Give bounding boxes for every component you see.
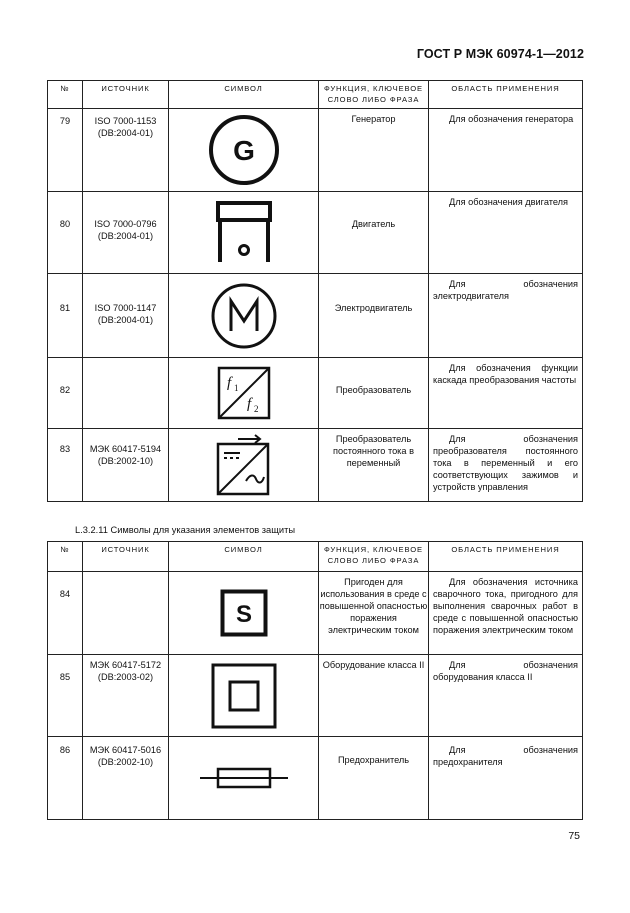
electric-motor-symbol xyxy=(169,274,319,358)
standard-designation: ГОСТ Р МЭК 60974-1—2012 xyxy=(416,47,584,61)
generator-symbol xyxy=(169,109,319,192)
symbols-table-1 xyxy=(47,80,583,502)
row-source: МЭК 60417-5016 (DB:2002-10) xyxy=(83,737,169,820)
row-function: Электродвигатель xyxy=(319,274,429,358)
row-number: 83 xyxy=(48,429,83,502)
class-ii-symbol xyxy=(169,655,319,737)
row-number: 80 xyxy=(48,192,83,274)
engine-symbol xyxy=(169,192,319,274)
engine-icon xyxy=(214,200,274,266)
row-source: МЭК 60417-5194 (DB:2002-10) xyxy=(83,429,169,502)
row-function: Преобразователь постоянного тока в переменный xyxy=(319,429,429,502)
row-source: ISO 7000-0796 (DB:2004-01) xyxy=(83,192,169,274)
f2-subscript: 2 xyxy=(253,404,258,414)
row-area: Для обозначения преобразователя постоянного тока в переменный и его соответствующих зажимов и устройств управления xyxy=(429,429,583,502)
row-number: 79 xyxy=(48,109,83,192)
row-source: МЭК 60417-5172 (DB:2003-02) xyxy=(83,655,169,737)
f2-letter: f xyxy=(246,396,251,412)
table-row xyxy=(48,274,583,358)
generator-icon xyxy=(206,112,282,188)
table-row xyxy=(48,655,583,737)
row-number: 81 xyxy=(48,274,83,358)
column-header-area: ОБЛАСТЬ ПРИМЕНЕНИЯ xyxy=(429,81,583,109)
dc-ac-converter-symbol xyxy=(169,429,319,502)
electric-motor-icon xyxy=(209,281,279,351)
s-symbol xyxy=(169,572,319,655)
row-function: Оборудование класса II xyxy=(319,655,429,737)
row-number: 82 xyxy=(48,358,83,429)
table-header-row xyxy=(48,542,583,572)
table-row xyxy=(48,358,583,429)
column-header-no: № xyxy=(48,81,83,109)
row-area: Для обозначения источника сварочного тока, пригодного для выполнения сварочных работ в среде с повышенной опасностью поражения электрическим током xyxy=(429,572,583,655)
row-source xyxy=(83,572,169,655)
f1-subscript: 1 xyxy=(233,383,238,393)
column-header-symbol: СИМВОЛ xyxy=(169,81,319,109)
row-area: Для обозначения двигателя xyxy=(429,192,583,274)
frequency-converter-symbol xyxy=(169,358,319,429)
s-letter: S xyxy=(235,601,252,628)
dc-ac-converter-icon xyxy=(216,434,272,496)
row-source: ISO 7000-1147 (DB:2004-01) xyxy=(83,274,169,358)
column-header-area: ОБЛАСТЬ ПРИМЕНЕНИЯ xyxy=(429,542,583,572)
row-area: Для обозначения оборудования класса II xyxy=(429,655,583,737)
row-function: Генератор xyxy=(319,109,429,192)
row-source xyxy=(83,358,169,429)
column-header-function: ФУНКЦИЯ, КЛЮЧЕВОЕ СЛОВО ЛИБО ФРАЗА xyxy=(319,542,429,572)
row-area: Для обозначения генератора xyxy=(429,109,583,192)
row-number: 84 xyxy=(48,572,83,655)
column-header-no: № xyxy=(48,542,83,572)
s-symbol-icon xyxy=(220,589,268,637)
column-header-symbol: СИМВОЛ xyxy=(169,542,319,572)
row-area: Для обозначения электродвигателя xyxy=(429,274,583,358)
row-number: 85 xyxy=(48,655,83,737)
table-header-row xyxy=(48,81,583,109)
row-function: Пригоден для использования в среде с повышенной опасностью поражения электрическим током xyxy=(319,572,429,655)
class-ii-icon xyxy=(211,663,277,729)
row-area: Для обозначения функции каскада преобразования частоты xyxy=(429,358,583,429)
row-number: 86 xyxy=(48,737,83,820)
fuse-symbol xyxy=(169,737,319,820)
table-row xyxy=(48,109,583,192)
table-row xyxy=(48,429,583,502)
generator-letter: G xyxy=(232,135,255,166)
table-row xyxy=(48,737,583,820)
column-header-function: ФУНКЦИЯ, КЛЮЧЕВОЕ СЛОВО ЛИБО ФРАЗА xyxy=(319,81,429,109)
page-number: 75 xyxy=(568,830,580,842)
row-function: Предохранитель xyxy=(319,737,429,820)
column-header-source: ИСТОЧНИК xyxy=(83,542,169,572)
row-function: Двигатель xyxy=(319,192,429,274)
section-title: L.3.2.11 Символы для указания элементов защиты xyxy=(75,525,296,535)
frequency-converter-icon xyxy=(217,366,271,420)
symbols-table-2 xyxy=(47,541,583,820)
fuse-icon xyxy=(200,765,288,799)
row-area: Для обозначения предохранителя xyxy=(429,737,583,820)
table-row xyxy=(48,192,583,274)
row-source: ISO 7000-1153 (DB:2004-01) xyxy=(83,109,169,192)
column-header-source: ИСТОЧНИК xyxy=(83,81,169,109)
row-function: Преобразователь xyxy=(319,358,429,429)
f1-letter: f xyxy=(226,375,231,391)
table-row xyxy=(48,572,583,655)
